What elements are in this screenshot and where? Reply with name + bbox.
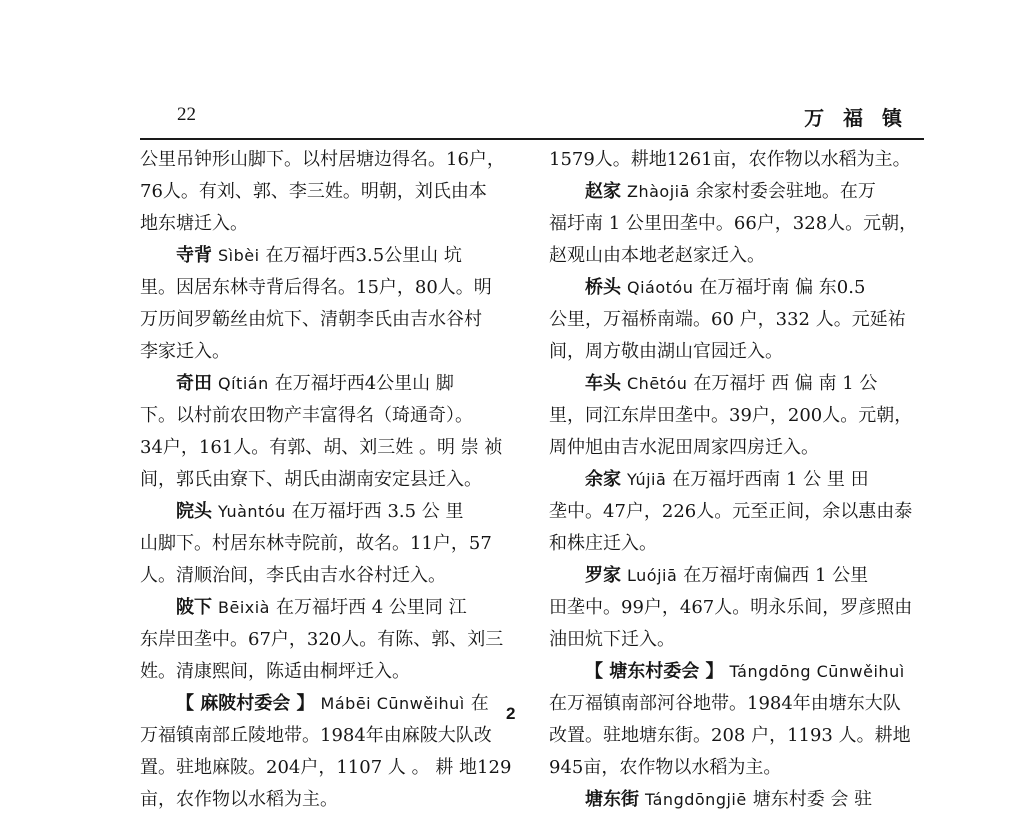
right-column xyxy=(549,144,923,816)
entry-line xyxy=(140,496,518,528)
text-line: 油田炕下迁入。 xyxy=(549,629,675,650)
text-line: 垄中。47户，226人。元至正间，余以惠由泰 xyxy=(549,501,913,522)
entry-pinyin: Mábēi Cūnwěihuì xyxy=(320,694,465,713)
text-line: 1579人。耕地1261亩，农作物以水稻为主。 xyxy=(549,149,911,170)
entry-line xyxy=(140,592,518,624)
text-line: 周仲旭由吉水泥田周家四房迁入。 xyxy=(549,437,819,458)
text-line: 福圩南 1 公里田垄中。66户，328人。元朝， xyxy=(549,213,918,234)
entry-pinyin: Zhàojiā xyxy=(627,182,690,201)
text-line: 下。以村前农田物产丰富得名（琦通奇）。 xyxy=(140,405,473,426)
text-line: 姓。清康熙间，陈适由桐坪迁入。 xyxy=(140,661,410,682)
entry-line xyxy=(549,464,923,496)
text-line: 李家迁入。 xyxy=(140,341,230,362)
entry-line xyxy=(549,656,923,688)
entry-text: 在万福圩西 4 公里同 江 xyxy=(275,597,467,618)
entry-text: 在万福圩西3.5公里山 坑 xyxy=(265,245,462,266)
text-line: 万福镇南部丘陵地带。1984年由麻陂大队改 xyxy=(140,725,492,746)
text-line: 34户，161人。有郭、胡、刘三姓 。明 崇 祯 xyxy=(140,437,503,458)
text-line: 田垄中。99户，467人。明永乐间，罗彦照由 xyxy=(549,597,913,618)
text-line: 赵观山由本地老赵家迁入。 xyxy=(549,245,765,266)
entry-headword: 陂下 xyxy=(176,597,212,618)
entry-line xyxy=(140,240,518,272)
entry-headword: 余家 xyxy=(585,469,621,490)
entry-pinyin: Bēixià xyxy=(218,598,270,617)
text-line: 亩，农作物以水稻为主。 xyxy=(140,789,338,810)
entry-text: 在万福圩南偏西 1 公里 xyxy=(683,565,869,586)
entry-pinyin: Qiáotóu xyxy=(627,278,694,297)
entry-pinyin: Yuàntóu xyxy=(218,502,286,521)
text-line: 里。因居东林寺背后得名。15户，80人。明 xyxy=(140,277,492,298)
entry-headword: 赵家 xyxy=(585,181,621,202)
text-line: 和株庄迁入。 xyxy=(549,533,657,554)
entry-pinyin: Tángdōngjiē xyxy=(645,790,747,809)
entry-text: 余家村委会驻地。在万 xyxy=(695,181,876,202)
entry-headword: 罗家 xyxy=(585,565,621,586)
text-line: 置。驻地麻陂。204户，1107 人 。 耕 地129 xyxy=(140,757,512,778)
text-line: 山脚下。村居东林寺院前，故名。11户，57 xyxy=(140,533,492,554)
entry-line xyxy=(549,176,923,208)
text-line: 万历间罗簕丝由炕下、清朝李氏由吉水谷村 xyxy=(140,309,482,330)
text-line: 间，周方敬由湖山官园迁入。 xyxy=(549,341,783,362)
header-rule xyxy=(140,138,924,140)
entry-text: 在 xyxy=(470,693,489,714)
running-head: 万 福 镇 xyxy=(804,106,908,130)
entry-text: 塘东村委 会 驻 xyxy=(752,789,873,810)
text-line: 人。清顺治间，李氏由吉水谷村迁入。 xyxy=(140,565,446,586)
entry-headword: 【 塘东村委会 】 xyxy=(585,661,724,682)
entry-pinyin: Sìbèi xyxy=(218,246,260,265)
entry-headword: 奇田 xyxy=(176,373,212,394)
entry-headword: 寺背 xyxy=(176,245,212,266)
entry-line xyxy=(140,688,518,720)
entry-pinyin: Luójiā xyxy=(627,566,678,585)
entry-text: 在万福圩西南 1 公 里 田 xyxy=(672,469,869,490)
entry-headword: 塘东街 xyxy=(585,789,639,810)
entry-headword: 车头 xyxy=(585,373,621,394)
text-line: 地东塘迁入。 xyxy=(140,213,248,234)
text-line: 945亩，农作物以水稻为主。 xyxy=(549,757,782,778)
entry-text: 在万福圩 西 偏 南 1 公 xyxy=(693,373,878,394)
text-line: 76人。有刘、郭、李三姓。明朝，刘氏由本 xyxy=(140,181,487,202)
entry-line xyxy=(549,272,923,304)
entry-text: 在万福圩西 3.5 公 里 xyxy=(291,501,464,522)
text-line: 间，郭氏由寮下、胡氏由湖南安定县迁入。 xyxy=(140,469,482,490)
entry-pinyin: Chētóu xyxy=(627,374,688,393)
text-line: 里，同江东岸田垄中。39户，200人。元朝， xyxy=(549,405,913,426)
text-line: 改置。驻地塘东街。208 户，1193 人。耕地 xyxy=(549,725,911,746)
text-line: 在万福镇南部河谷地带。1984年由塘东大队 xyxy=(549,693,901,714)
entry-line xyxy=(549,784,923,816)
entry-text: 在万福圩西4公里山 脚 xyxy=(274,373,454,394)
entry-headword: 桥头 xyxy=(585,277,621,298)
entry-pinyin: Qítián xyxy=(218,374,269,393)
entry-line xyxy=(140,368,518,400)
entry-line xyxy=(549,368,923,400)
entry-pinyin: Tángdōng Cūnwěihuì xyxy=(729,662,905,681)
left-column xyxy=(140,144,518,816)
text-line: 公里，万福桥南端。60 户，332 人。元延祐 xyxy=(549,309,906,330)
page-number: 22 xyxy=(177,104,196,125)
stray-mark: 2 xyxy=(506,704,516,723)
text-line: 东岸田垄中。67户，320人。有陈、郭、刘三 xyxy=(140,629,504,650)
entry-text: 在万福圩南 偏 东0.5 xyxy=(699,277,866,298)
entry-pinyin: Yújiā xyxy=(627,470,667,489)
text-line: 公里吊钟形山脚下。以村居塘边得名。16户， xyxy=(140,149,505,170)
entry-headword: 院头 xyxy=(176,501,212,522)
entry-line xyxy=(549,560,923,592)
entry-headword: 【 麻陂村委会 】 xyxy=(176,693,315,714)
